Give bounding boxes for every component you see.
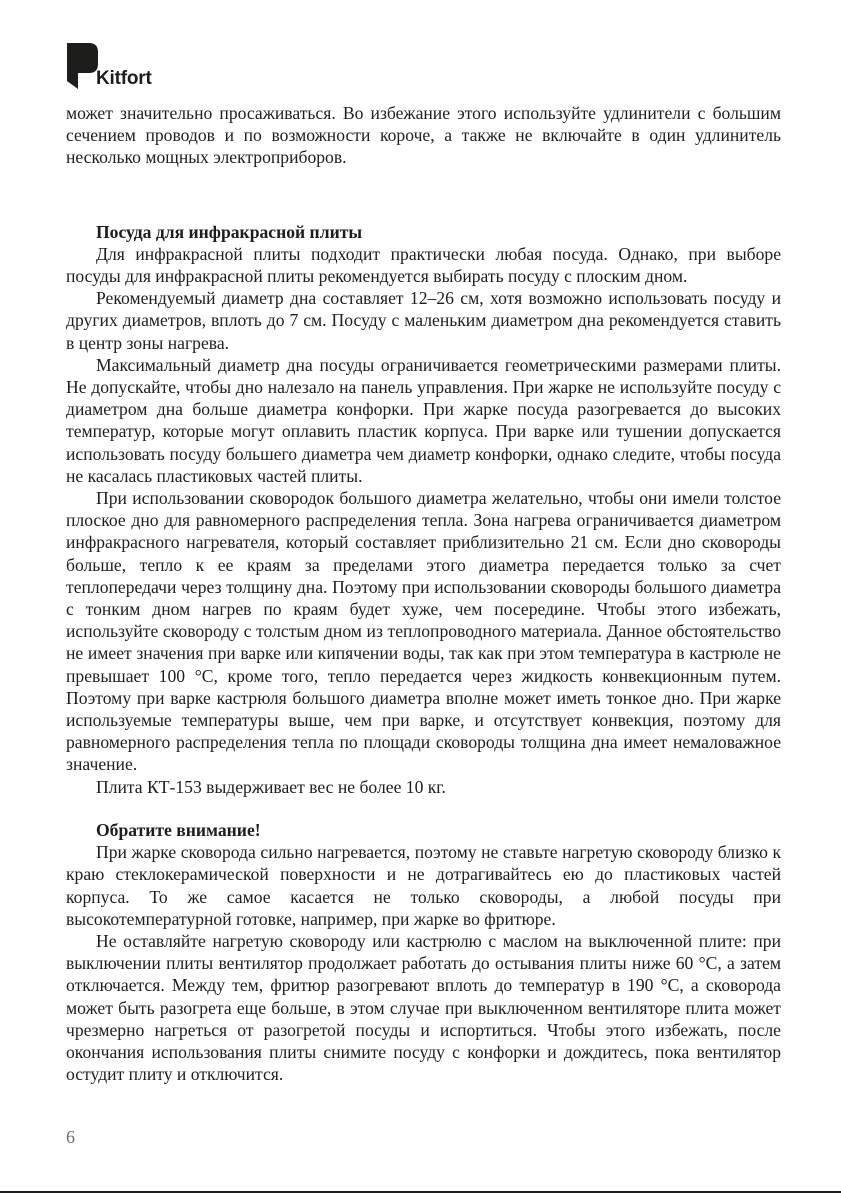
- paragraph: Для инфракрасной плиты подходит практически любая посуда. Однако, при выборе посуды для инфракрасной плиты рекомендуется выбирать посуду с плоским дном.: [66, 243, 781, 287]
- intro-paragraph: может значительно просаживаться. Во избежание этого используйте удлинители с большим сечением проводов и по возможности короче, а также не включайте в один удлинитель несколько мощных электроприборов.: [66, 103, 781, 168]
- document-body: [66, 102, 781, 1085]
- section-heading-attention: Обратите внимание!: [96, 819, 261, 840]
- paragraph: При использовании сковородок большого диаметра желательно, чтобы они имели толстое плоское дно для равномерного распределения тепла. Зона нагрева ограничивается диаметром инфракрасного нагревателя, который составляет приблизительно 21 см. Если дно сковороды больше, тепло к ее краям за пределами этого диаметра передается только за счет теплопередачи через толщину дна. Поэтому при использовании сковороды большого диаметра с тонким дном нагрев по краям будет хуже, чем посередине. Чтобы этого избежать, используйте сковороду с толстым дном из теплопроводного материала. Данное обстоятельство не имеет значения при варке или кипячении воды, так как при этом температура в кастрюле не превышает 100 °C, кроме того, тепло передается через жидкость конвекционным путем. Поэтому при варке кастрюля большого диаметра вполне может иметь тонкое дно. При жарке используемые температуры выше, чем при варке, и отсутствует конвекция, поэтому для равномерного распределения тепла по площади сковороды толщина дна имеет немаловажное значение.: [66, 488, 781, 775]
- brand-logo: [67, 39, 152, 89]
- paragraph: Максимальный диаметр дна посуды ограничивается геометрическими размерами плиты. Не допускайте, чтобы дно налезало на панель управления. При жарке не используйте посуду с диаметром дна больше диаметра конфорки. При жарке посуда разогревается до высоких температур, которые могут оплавить пластик корпуса. При варке или тушении допускается использовать посуду большего диаметра чем диаметр конфорки, однако следите, чтобы посуда не касалась пластиковых частей плиты.: [66, 354, 781, 486]
- page-number: 6: [66, 1127, 75, 1147]
- section-heading-cookware: Посуда для инфракрасной плиты: [96, 221, 363, 242]
- paragraph: Плита КТ-153 выдерживает вес не более 10 кг.: [96, 776, 446, 797]
- section-spacer: [66, 169, 781, 221]
- paragraph: При жарке сковорода сильно нагревается, поэтому не ставьте нагретую сковороду близко к краю стеклокерамической поверхности и не дотрагивайтесь ею до пластиковых частей корпуса. То же самое касается не только сковороды, а любой посуды при высокотемпературной готовке, например, при жарке во фритюре.: [66, 842, 781, 929]
- section-cookware: [66, 221, 781, 798]
- section-spacer: [66, 798, 781, 819]
- paragraph: Не оставляйте нагретую сковороду или кастрюлю с маслом на выключенной плите: при выключении плиты вентилятор продолжает работать до остывания плиты ниже 60 °C, а затем отключается. Между тем, фритюр разогревают вплоть до температур в 190 °C, а сковорода может быть разогрета еще больше, в этом случае при выключенном вентиляторе плита может чрезмерно нагреться от разогретой посуды и испортиться. Чтобы этого избежать, после окончания использования плиты снимите посуду с конфорки и дождитесь, пока вентилятор остудит плиту и отключится.: [66, 930, 781, 1085]
- brand-name: Kitfort: [96, 68, 152, 89]
- section-attention: [66, 819, 781, 1085]
- kitfort-logo-icon: [67, 43, 98, 89]
- paragraph: Рекомендуемый диаметр дна составляет 12–26 см, хотя возможно использовать посуду и других диаметров, вплоть до 7 см. Посуду с маленьким диаметром дна рекомендуется ставить в центр зоны нагрева.: [66, 288, 781, 353]
